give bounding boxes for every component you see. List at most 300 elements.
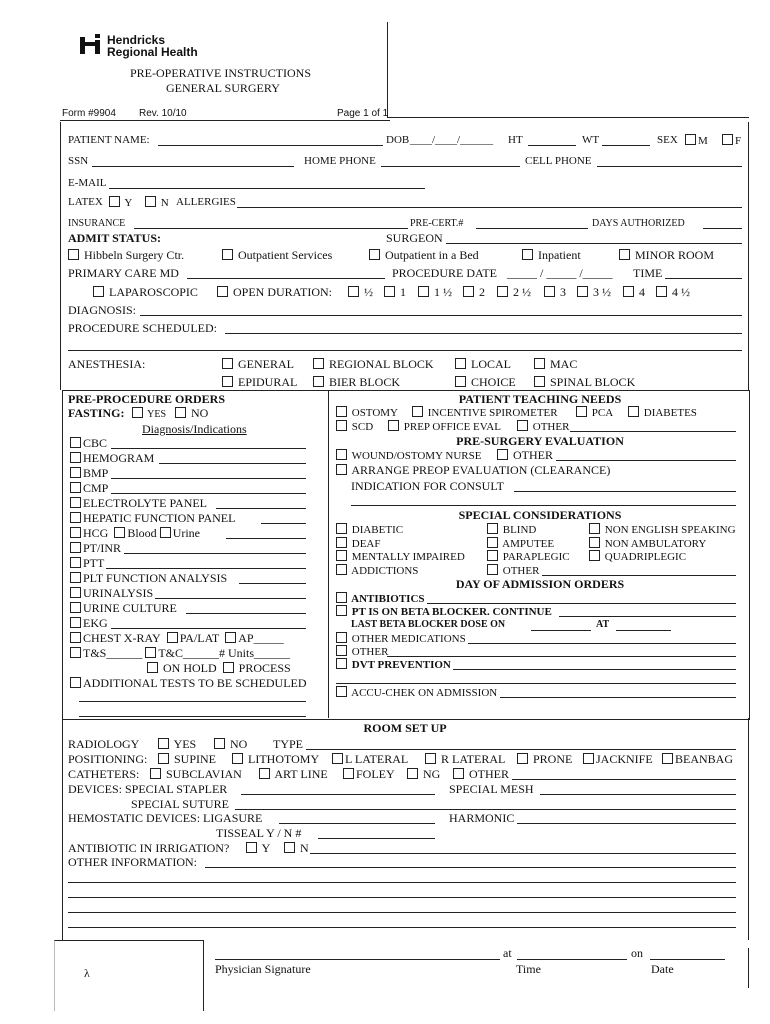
lambda-symbol-icon: λ bbox=[84, 966, 90, 980]
other-information-label: OTHER INFORMATION: bbox=[68, 855, 197, 869]
checkbox-icon[interactable] bbox=[463, 286, 474, 297]
order-cmp[interactable]: CMP bbox=[70, 481, 108, 496]
catheter-ng[interactable]: NG bbox=[407, 767, 440, 782]
checkbox-icon[interactable] bbox=[160, 527, 171, 538]
harmonic-field[interactable] bbox=[517, 823, 736, 824]
checkbox-icon[interactable] bbox=[336, 645, 347, 656]
position-lithotomy[interactable]: LITHOTOMY bbox=[232, 752, 319, 767]
checkbox-icon[interactable] bbox=[336, 632, 347, 643]
catheter-art-line[interactable]: ART LINE bbox=[259, 767, 328, 782]
last-beta-label: LAST BETA BLOCKER DOSE ON bbox=[351, 619, 506, 630]
checkbox-icon[interactable] bbox=[223, 662, 234, 673]
days-authorized-field[interactable] bbox=[703, 228, 742, 229]
checkbox-icon[interactable] bbox=[70, 437, 81, 448]
order-hcg-field[interactable] bbox=[226, 538, 306, 539]
days-authorized-label: DAYS AUTHORIZED bbox=[592, 218, 685, 229]
order-bmp[interactable]: BMP bbox=[70, 466, 108, 481]
beta-blocker-field[interactable] bbox=[559, 616, 736, 617]
checkbox-icon[interactable] bbox=[685, 134, 696, 145]
checkbox-icon[interactable] bbox=[150, 768, 161, 779]
checkbox-icon[interactable] bbox=[222, 358, 233, 369]
presurgery-other[interactable]: OTHER bbox=[497, 448, 553, 463]
checkbox-icon[interactable] bbox=[222, 249, 233, 260]
checkbox-icon[interactable] bbox=[284, 842, 295, 853]
checkbox-icon[interactable] bbox=[336, 464, 347, 475]
order-ekg-field[interactable] bbox=[111, 628, 306, 629]
room-border-right bbox=[748, 718, 749, 940]
other-information-field-1[interactable] bbox=[205, 867, 736, 868]
checkbox-icon[interactable] bbox=[70, 452, 81, 463]
order-ptt[interactable]: PTT bbox=[70, 556, 104, 571]
room-border-left bbox=[62, 718, 63, 940]
checkbox-icon[interactable] bbox=[487, 523, 498, 534]
order-hepatic-field[interactable] bbox=[261, 523, 306, 524]
special-heading: SPECIAL CONSIDERATIONS bbox=[458, 508, 622, 522]
position-supine[interactable]: SUPINE bbox=[158, 752, 216, 767]
checkbox-icon[interactable] bbox=[662, 753, 673, 764]
devices-label: DEVICES: SPECIAL STAPLER bbox=[68, 782, 228, 796]
latex-y-option[interactable]: Y bbox=[109, 196, 132, 209]
checkbox-icon[interactable] bbox=[455, 358, 466, 369]
other-information-field-3[interactable] bbox=[68, 897, 736, 898]
teaching-prep-office[interactable]: PREP OFFICE EVAL bbox=[388, 420, 501, 433]
hendricks-logo-icon bbox=[80, 34, 102, 54]
other-information-field-2[interactable] bbox=[68, 882, 736, 883]
checkbox-icon[interactable] bbox=[175, 407, 186, 418]
admit-status-label: ADMIT STATUS: bbox=[68, 231, 162, 245]
radiology-type-label: TYPE bbox=[273, 737, 303, 751]
admit-outpatient-services-option[interactable]: Outpatient Services bbox=[222, 248, 332, 263]
catheter-other[interactable]: OTHER bbox=[453, 767, 509, 782]
anesthesia-general-option[interactable]: GENERAL bbox=[222, 357, 294, 372]
wt-label: WT bbox=[582, 134, 600, 146]
diagnosis-field[interactable] bbox=[140, 315, 742, 316]
checkbox-icon[interactable] bbox=[369, 249, 380, 260]
irrigation-n-option[interactable]: N bbox=[284, 841, 309, 856]
allergies-label: ALLERGIES bbox=[176, 196, 236, 208]
special-non-english[interactable]: NON ENGLISH SPEAKING bbox=[589, 523, 736, 536]
teaching-incentive[interactable]: INCENTIVE SPIROMETER bbox=[412, 406, 558, 419]
order-plt[interactable]: PLT FUNCTION ANALYSIS bbox=[70, 571, 227, 586]
cell-phone-field[interactable] bbox=[597, 166, 742, 167]
sex-f-option[interactable]: F bbox=[722, 134, 741, 147]
duration-option-7[interactable]: 4 bbox=[623, 285, 645, 300]
order-on-hold[interactable]: ON HOLD PROCESS bbox=[147, 661, 291, 676]
radiology-yes-option[interactable]: YES bbox=[158, 737, 196, 752]
duration-option-3[interactable]: 2 bbox=[463, 285, 485, 300]
last-beta-date-field[interactable] bbox=[531, 630, 591, 631]
order-ptinr[interactable]: PT/INR bbox=[70, 541, 121, 556]
additional-tests-field-2[interactable] bbox=[79, 716, 306, 717]
checkbox-icon[interactable] bbox=[517, 753, 528, 764]
checkbox-icon[interactable] bbox=[225, 632, 236, 643]
org-name-line1: Hendricks bbox=[107, 33, 166, 47]
checkbox-icon[interactable] bbox=[722, 134, 733, 145]
special-other[interactable]: OTHER bbox=[487, 564, 539, 577]
checkbox-icon[interactable] bbox=[583, 753, 594, 764]
admission-dvt[interactable]: DVT PREVENTION bbox=[336, 658, 451, 671]
tisseal-label: TISSEAL Y / N # bbox=[216, 826, 302, 840]
precert-field[interactable] bbox=[476, 228, 588, 229]
radiology-no-option[interactable]: NO bbox=[214, 737, 247, 752]
harmonic-label: HARMONIC bbox=[449, 811, 515, 825]
accu-chek-field[interactable] bbox=[500, 697, 736, 698]
checkbox-icon[interactable] bbox=[343, 768, 354, 779]
header-divider bbox=[387, 22, 388, 118]
teaching-heading: PATIENT TEACHING NEEDS bbox=[458, 392, 622, 406]
checkbox-icon[interactable] bbox=[487, 564, 498, 575]
order-cmp-field[interactable] bbox=[111, 493, 306, 494]
order-additional-tests[interactable]: ADDITIONAL TESTS TO BE SCHEDULED bbox=[70, 676, 307, 691]
checkbox-icon[interactable] bbox=[70, 467, 81, 478]
checkbox-icon[interactable] bbox=[336, 523, 347, 534]
checkbox-icon[interactable] bbox=[147, 662, 158, 673]
duration-option-8[interactable]: 4 ½ bbox=[656, 285, 690, 300]
anesthesia-epidural-option[interactable]: EPIDURAL bbox=[222, 375, 297, 390]
anesthesia-regional-option[interactable]: REGIONAL BLOCK bbox=[313, 357, 434, 372]
checkbox-icon[interactable] bbox=[497, 286, 508, 297]
checkbox-icon[interactable] bbox=[68, 249, 79, 260]
sex-label: SEX bbox=[657, 134, 678, 146]
teaching-other[interactable]: OTHER bbox=[517, 420, 569, 433]
special-stapler-field[interactable] bbox=[241, 794, 435, 795]
diagnosis-label: DIAGNOSIS: bbox=[68, 303, 137, 317]
order-ts[interactable]: T&S______ T&C______# Units______ bbox=[70, 646, 290, 661]
checkbox-icon[interactable] bbox=[93, 286, 104, 297]
order-chest-xray[interactable]: CHEST X-RAY PA/LAT AP_____ bbox=[70, 631, 284, 646]
teaching-other-field[interactable] bbox=[570, 431, 736, 432]
checkbox-icon[interactable] bbox=[145, 647, 156, 658]
preprocedure-heading: PRE-PROCEDURE ORDERS bbox=[68, 392, 226, 406]
special-addictions[interactable]: ADDICTIONS bbox=[336, 564, 418, 577]
order-hcg[interactable]: HCG Blood Urine bbox=[70, 526, 200, 541]
antibiotics-field[interactable] bbox=[427, 603, 736, 604]
checkbox-icon[interactable] bbox=[70, 527, 81, 538]
checkbox-icon[interactable] bbox=[576, 406, 587, 417]
checkbox-icon[interactable] bbox=[656, 286, 667, 297]
checkbox-icon[interactable] bbox=[619, 249, 630, 260]
checkbox-icon[interactable] bbox=[70, 617, 81, 628]
checkbox-icon[interactable] bbox=[158, 738, 169, 749]
admit-inpatient-option[interactable]: Inpatient bbox=[522, 248, 581, 263]
checkbox-icon[interactable] bbox=[589, 523, 600, 534]
special-non-ambulatory[interactable]: NON AMBULATORY bbox=[589, 537, 706, 550]
checkbox-icon[interactable] bbox=[232, 753, 243, 764]
presurgery-wound[interactable]: WOUND/OSTOMY NURSE bbox=[336, 449, 481, 462]
presurgery-heading: PRE-SURGERY EVALUATION bbox=[456, 434, 624, 448]
position-beanbag[interactable]: BEANBAG bbox=[662, 752, 733, 767]
checkbox-icon[interactable] bbox=[384, 286, 395, 297]
duration-option-0[interactable]: ½ bbox=[348, 285, 373, 300]
admission-beta-blocker[interactable]: PT IS ON BETA BLOCKER. CONTINUE bbox=[336, 605, 552, 618]
special-suture-field[interactable] bbox=[235, 809, 736, 810]
checkbox-icon[interactable] bbox=[217, 286, 228, 297]
special-blind[interactable]: BLIND bbox=[487, 523, 536, 536]
checkbox-icon[interactable] bbox=[313, 358, 324, 369]
order-hepatic[interactable]: HEPATIC FUNCTION PANEL bbox=[70, 511, 235, 526]
fasting-yes-option[interactable]: YES bbox=[132, 407, 166, 420]
special-deaf[interactable]: DEAF bbox=[336, 537, 380, 550]
order-urinalysis[interactable]: URINALYSIS bbox=[70, 586, 153, 601]
checkbox-icon[interactable] bbox=[332, 753, 343, 764]
checkbox-icon[interactable] bbox=[487, 550, 498, 561]
fasting-no-option[interactable]: NO bbox=[175, 406, 208, 421]
special-mentally[interactable]: MENTALLY IMPAIRED bbox=[336, 550, 465, 563]
irrigation-y-option[interactable]: Y bbox=[246, 841, 270, 856]
procedure-scheduled-field-2[interactable] bbox=[68, 350, 742, 351]
order-ptt-field[interactable] bbox=[106, 568, 306, 569]
order-urinalysis-field[interactable] bbox=[155, 598, 306, 599]
ssn-label: SSN bbox=[68, 155, 89, 167]
checkbox-icon[interactable] bbox=[336, 449, 347, 460]
insurance-field[interactable] bbox=[134, 228, 408, 229]
special-amputee[interactable]: AMPUTEE bbox=[487, 537, 554, 550]
teaching-ostomy[interactable]: OSTOMY bbox=[336, 406, 398, 419]
email-field[interactable] bbox=[109, 188, 425, 189]
primary-care-md-label: PRIMARY CARE MD bbox=[68, 266, 179, 280]
checkbox-icon[interactable] bbox=[517, 420, 528, 431]
admission-accu-chek[interactable]: ACCU-CHEK ON ADMISSION bbox=[336, 686, 497, 699]
diagnosis-indications-heading: Diagnosis/Indications bbox=[142, 422, 247, 436]
teaching-scd[interactable]: SCD bbox=[336, 420, 373, 433]
wt-field[interactable] bbox=[602, 145, 650, 146]
checkbox-icon[interactable] bbox=[455, 376, 466, 387]
order-cbc[interactable]: CBC bbox=[70, 436, 107, 451]
checkbox-icon[interactable] bbox=[418, 286, 429, 297]
allergies-field[interactable] bbox=[237, 207, 742, 208]
admit-hibbeln-option[interactable]: Hibbeln Surgery Ctr. bbox=[68, 248, 184, 263]
page-number: Page 1 of 1 bbox=[337, 108, 389, 119]
ssn-field[interactable] bbox=[92, 166, 294, 167]
checkbox-icon[interactable] bbox=[70, 557, 81, 568]
checkbox-icon[interactable] bbox=[109, 196, 120, 207]
patient-name-field[interactable] bbox=[158, 145, 383, 146]
signature-time-field[interactable] bbox=[517, 959, 627, 960]
indication-consult-field-2[interactable] bbox=[351, 505, 736, 506]
checkbox-icon[interactable] bbox=[70, 497, 81, 508]
catheters-label: CATHETERS: bbox=[68, 767, 140, 781]
checkbox-icon[interactable] bbox=[534, 376, 545, 387]
order-urine-culture-field[interactable] bbox=[186, 613, 306, 614]
checkbox-icon[interactable] bbox=[246, 842, 257, 853]
order-urine-culture[interactable]: URINE CULTURE bbox=[70, 601, 177, 616]
header-underline-left bbox=[60, 120, 390, 121]
additional-tests-field-1[interactable] bbox=[79, 701, 306, 702]
checkbox-icon[interactable] bbox=[114, 527, 125, 538]
checkbox-icon[interactable] bbox=[388, 420, 399, 431]
checkbox-icon[interactable] bbox=[336, 564, 347, 575]
checkbox-icon[interactable] bbox=[336, 592, 347, 603]
time-field[interactable] bbox=[665, 278, 742, 279]
position-r-lateral[interactable]: R LATERAL bbox=[425, 752, 505, 767]
checkbox-icon[interactable] bbox=[623, 286, 634, 297]
special-paraplegic[interactable]: PARAPLEGIC bbox=[487, 550, 570, 563]
catheter-foley[interactable]: FOLEY bbox=[343, 767, 395, 782]
admission-other[interactable]: OTHER bbox=[336, 645, 388, 658]
checkbox-icon[interactable] bbox=[167, 632, 178, 643]
checkbox-icon[interactable] bbox=[487, 537, 498, 548]
header-underline-right bbox=[387, 117, 749, 118]
checkbox-icon[interactable] bbox=[407, 768, 418, 779]
checkbox-icon[interactable] bbox=[589, 550, 600, 561]
duration-option-6[interactable]: 3 ½ bbox=[577, 285, 611, 300]
presurgery-other-field[interactable] bbox=[556, 460, 736, 461]
positioning-label: POSITIONING: bbox=[68, 752, 148, 766]
catheter-other-field[interactable] bbox=[512, 779, 736, 780]
time-caption: Time bbox=[516, 962, 541, 976]
form-title-1: PRE-OPERATIVE INSTRUCTIONS bbox=[130, 66, 312, 80]
checkbox-icon[interactable] bbox=[577, 286, 588, 297]
procedure-scheduled-label: PROCEDURE SCHEDULED: bbox=[68, 321, 218, 335]
duration-option-2[interactable]: 1 ½ bbox=[418, 285, 452, 300]
order-plt-field[interactable] bbox=[239, 583, 306, 584]
ligasure-field[interactable] bbox=[279, 823, 435, 824]
checkbox-icon[interactable] bbox=[628, 406, 639, 417]
checkbox-icon[interactable] bbox=[222, 376, 233, 387]
admission-other-meds[interactable]: OTHER MEDICATIONS bbox=[336, 632, 466, 645]
procedure-date-label: PROCEDURE DATE bbox=[392, 266, 498, 280]
other-information-field-5[interactable] bbox=[68, 927, 736, 928]
sex-m-option[interactable]: M bbox=[685, 134, 708, 147]
duration-option-4[interactable]: 2 ½ bbox=[497, 285, 531, 300]
form-number: Form #9904 bbox=[62, 108, 116, 119]
procedure-scheduled-field[interactable] bbox=[225, 333, 742, 334]
checkbox-icon[interactable] bbox=[313, 376, 324, 387]
duration-option-1[interactable]: 1 bbox=[384, 285, 406, 300]
other-information-field-4[interactable] bbox=[68, 912, 736, 913]
checkbox-icon[interactable] bbox=[522, 249, 533, 260]
checkbox-icon[interactable] bbox=[348, 286, 359, 297]
special-quadriplegic[interactable]: QUADRIPLEGIC bbox=[589, 550, 686, 563]
checkbox-icon[interactable] bbox=[336, 420, 347, 431]
cell-phone-label: CELL PHONE bbox=[525, 155, 592, 167]
duration-option-5[interactable]: 3 bbox=[544, 285, 566, 300]
antibiotic-irrigation-label: ANTIBIOTIC IN IRRIGATION? bbox=[68, 841, 230, 855]
indication-consult-label: INDICATION FOR CONSULT bbox=[351, 479, 504, 493]
teaching-diabetes[interactable]: DIABETES bbox=[628, 406, 697, 419]
checkbox-icon[interactable] bbox=[336, 550, 347, 561]
anesthesia-spinal-option[interactable]: SPINAL BLOCK bbox=[534, 375, 635, 390]
order-hemogram[interactable]: HEMOGRAM bbox=[70, 451, 154, 466]
order-ekg[interactable]: EKG bbox=[70, 616, 108, 631]
checkbox-icon[interactable] bbox=[70, 572, 81, 583]
surgeon-label: SURGEON bbox=[386, 231, 443, 245]
catheter-subclavian[interactable]: SUBCLAVIAN bbox=[150, 767, 242, 782]
checkbox-icon[interactable] bbox=[70, 542, 81, 553]
laparoscopic-option[interactable]: LAPAROSCOPIC bbox=[93, 285, 198, 300]
position-l-lateral[interactable]: L LATERAL bbox=[332, 752, 408, 767]
patient-name-label: PATIENT NAME: bbox=[68, 134, 150, 146]
open-duration-label[interactable]: OPEN DURATION: bbox=[217, 285, 332, 300]
order-electrolyte[interactable]: ELECTROLYTE PANEL bbox=[70, 496, 207, 511]
order-bmp-field[interactable] bbox=[111, 478, 306, 479]
special-diabetic[interactable]: DIABETIC bbox=[336, 523, 403, 536]
checkbox-icon[interactable] bbox=[70, 482, 81, 493]
latex-label: LATEX bbox=[68, 196, 103, 208]
checkbox-icon[interactable] bbox=[70, 512, 81, 523]
tisseal-field[interactable] bbox=[318, 838, 435, 839]
admit-outpatient-bed-option[interactable]: Outpatient in a Bed bbox=[369, 248, 479, 263]
admission-antibiotics[interactable]: ANTIBIOTICS bbox=[336, 592, 425, 605]
checkbox-icon[interactable] bbox=[336, 658, 347, 669]
checkbox-icon[interactable] bbox=[497, 449, 508, 460]
surgeon-field[interactable] bbox=[446, 243, 742, 244]
presurgery-arrange[interactable]: ARRANGE PREOP EVALUATION (CLEARANCE) bbox=[336, 463, 610, 478]
checkbox-icon[interactable] bbox=[132, 407, 143, 418]
signature-symbol-box bbox=[54, 940, 204, 1011]
checkbox-icon[interactable] bbox=[336, 605, 347, 616]
signature-on-label: on bbox=[631, 946, 643, 960]
dob-label: DOB bbox=[386, 134, 410, 146]
checkbox-icon[interactable] bbox=[534, 358, 545, 369]
position-prone[interactable]: PRONE bbox=[517, 752, 572, 767]
checkbox-icon[interactable] bbox=[70, 677, 81, 688]
ht-field[interactable] bbox=[528, 145, 576, 146]
checkbox-icon[interactable] bbox=[425, 753, 436, 764]
checkbox-icon[interactable] bbox=[453, 768, 464, 779]
checkbox-icon[interactable] bbox=[336, 686, 347, 697]
other-meds-field[interactable] bbox=[468, 643, 736, 644]
checkbox-icon[interactable] bbox=[145, 196, 156, 207]
dvt-field[interactable] bbox=[453, 669, 736, 670]
dvt-field-2[interactable] bbox=[336, 683, 736, 684]
order-hemogram-field[interactable] bbox=[159, 463, 306, 464]
dob-field[interactable]: ____/____/______ bbox=[410, 134, 494, 146]
checkbox-icon[interactable] bbox=[544, 286, 555, 297]
admit-minor-room-option[interactable]: MINOR ROOM bbox=[619, 248, 714, 263]
anesthesia-local-option[interactable]: LOCAL bbox=[455, 357, 511, 372]
checkbox-icon[interactable] bbox=[70, 587, 81, 598]
time-label: TIME bbox=[633, 266, 663, 280]
checkbox-icon[interactable] bbox=[259, 768, 270, 779]
signature-date-field[interactable] bbox=[650, 959, 725, 960]
anesthesia-bier-option[interactable]: BIER BLOCK bbox=[313, 375, 400, 390]
special-mesh-field[interactable] bbox=[540, 794, 736, 795]
checkbox-icon[interactable] bbox=[70, 632, 81, 643]
teaching-pca[interactable]: PCA bbox=[576, 406, 613, 419]
border-right-top bbox=[748, 122, 749, 390]
checkbox-icon[interactable] bbox=[70, 602, 81, 613]
checkbox-icon[interactable] bbox=[70, 647, 81, 658]
primary-care-md-field[interactable] bbox=[187, 278, 385, 279]
checkbox-icon[interactable] bbox=[589, 537, 600, 548]
order-cbc-field[interactable] bbox=[111, 448, 306, 449]
procedure-date-field[interactable]: _____ / _____ /_____ bbox=[507, 266, 613, 280]
anesthesia-choice-option[interactable]: CHOICE bbox=[455, 375, 516, 390]
physician-signature-field[interactable] bbox=[215, 959, 500, 960]
special-other-field[interactable] bbox=[542, 575, 736, 576]
latex-n-option[interactable]: N bbox=[145, 196, 169, 209]
ht-label: HT bbox=[508, 134, 523, 146]
order-ptinr-field[interactable] bbox=[124, 553, 306, 554]
anesthesia-mac-option[interactable]: MAC bbox=[534, 357, 577, 372]
checkbox-icon[interactable] bbox=[412, 406, 423, 417]
checkbox-icon[interactable] bbox=[336, 406, 347, 417]
checkbox-icon[interactable] bbox=[158, 753, 169, 764]
last-beta-time-field[interactable] bbox=[616, 630, 671, 631]
checkbox-icon[interactable] bbox=[214, 738, 225, 749]
home-phone-field[interactable] bbox=[381, 166, 520, 167]
indication-consult-field[interactable] bbox=[514, 491, 736, 492]
hemostatic-label: HEMOSTATIC DEVICES: LIGASURE bbox=[68, 811, 263, 825]
admission-other-field[interactable] bbox=[387, 656, 736, 657]
position-jacknife[interactable]: JACKNIFE bbox=[583, 752, 653, 767]
checkbox-icon[interactable] bbox=[336, 537, 347, 548]
irrigation-field[interactable] bbox=[310, 853, 736, 854]
org-name-line2: Regional Health bbox=[107, 45, 198, 59]
order-electrolyte-field[interactable] bbox=[216, 508, 306, 509]
radiology-type-field[interactable] bbox=[306, 749, 736, 750]
